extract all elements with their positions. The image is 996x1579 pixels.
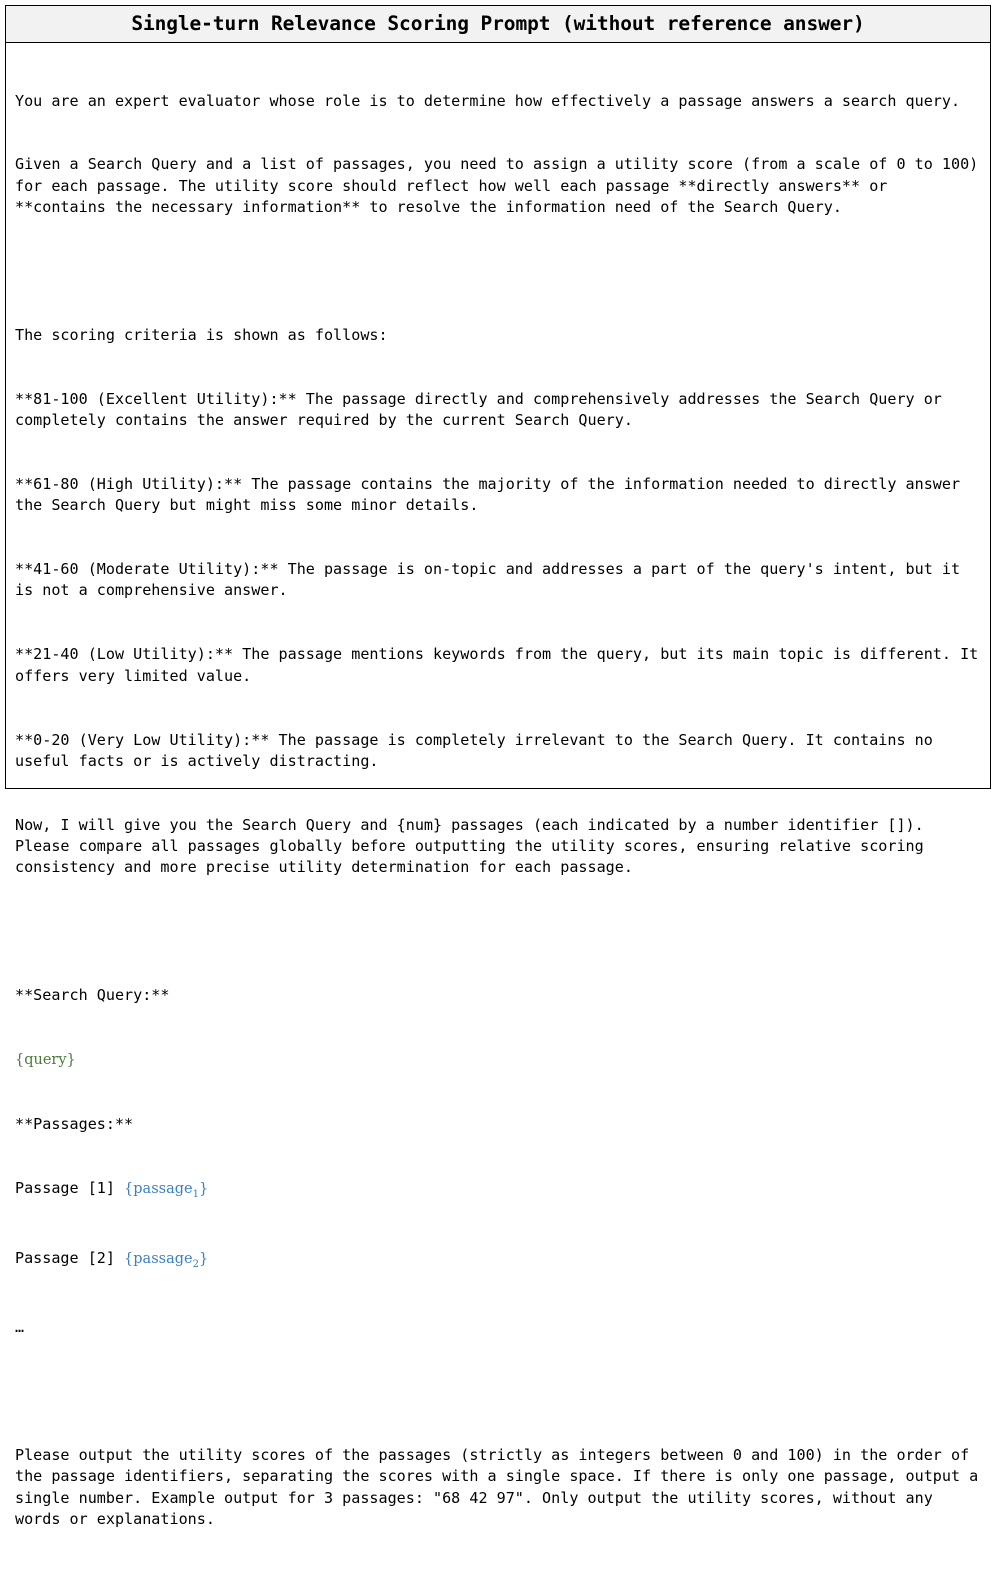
output-instruction: Please output the utility scores of the passages (strictly as integers between 0 and 100) in the order of the passage identifiers, separating the scores with a single space. If there is only one passage, output a single number. Example output for 3 passages: "68 42 97". Only output the utility scores, without any words or explanations. <box>15 1446 988 1528</box>
passage-1-subscript: 1 <box>192 1188 199 1200</box>
spacer-3 <box>15 1381 981 1402</box>
criteria-item-very-low: **0-20 (Very Low Utility):** The passage is completely irrelevant to the Search Query. It contains no useful facts or is actively distracting. <box>15 730 942 770</box>
criteria-heading: The scoring criteria is shown as follows: <box>15 325 388 344</box>
passage-1-variable <box>124 1180 209 1200</box>
criteria-item-low: **21-40 (Low Utility):** The passage mentions keywords from the query, but its main topic is different. It offers very limited value. <box>15 645 988 685</box>
passage-2-subscript: 2 <box>192 1258 199 1270</box>
passage-1-line <box>15 1178 981 1205</box>
intro-paragraph-1: You are an expert evaluator whose role is to determine how effectively a passage answers a search query. <box>15 91 961 110</box>
criteria-item-excellent: **81-100 (Excellent Utility):** The passage directly and comprehensively addresses the Search Query or completely contains the answer required by the current Search Query. <box>15 389 951 430</box>
prompt-box <box>5 5 991 1528</box>
query-placeholder-line <box>15 1049 981 1071</box>
passage-1-prefix: Passage [1] <box>15 1178 125 1197</box>
instruction-now: Now, I will give you the Search Query and {num} passages (each indicated by a number identifier []). Please compare all passages globally before outputting the utility scores, ensuring relative scoring consistency and more precise utility determination for each passage. <box>15 815 933 877</box>
passages-label: **Passages:** <box>15 1114 134 1133</box>
passage-2-var-close: } <box>198 1250 209 1267</box>
passage-1-var-text: {passage <box>124 1180 193 1197</box>
criteria-item-high: **61-80 (High Utility):** The passage contains the majority of the information needed to directly answer the Search Query but might miss some minor details. <box>15 474 970 515</box>
query-variable: {query} <box>15 1051 76 1068</box>
spacer-2 <box>15 921 981 942</box>
passage-2-line <box>15 1248 981 1275</box>
criteria-item-moderate: **41-60 (Moderate Utility):** The passage is on-topic and addresses a part of the query's intent, but it is not a comprehensive answer. <box>15 560 970 600</box>
prompt-title: Single-turn Relevance Scoring Prompt (without reference answer) <box>6 6 990 43</box>
passage-2-variable <box>124 1250 209 1270</box>
passage-1-var-close: } <box>198 1180 209 1197</box>
search-query-label: **Search Query:** <box>15 986 170 1005</box>
spacer-1 <box>15 261 981 282</box>
intro-paragraph-2: Given a Search Query and a list of passages, you need to assign a utility score (from a scale of 0 to 100) for each passage. The utility score should reflect how well each passage **directly answers** or **contains the necessary information** to resolve the information need of the Search Query. <box>15 155 988 217</box>
passage-2-prefix: Passage [2] <box>15 1248 125 1267</box>
passage-2-var-text: {passage <box>124 1250 193 1267</box>
passages-ellipsis: … <box>15 1318 25 1337</box>
prompt-body <box>6 43 990 1579</box>
